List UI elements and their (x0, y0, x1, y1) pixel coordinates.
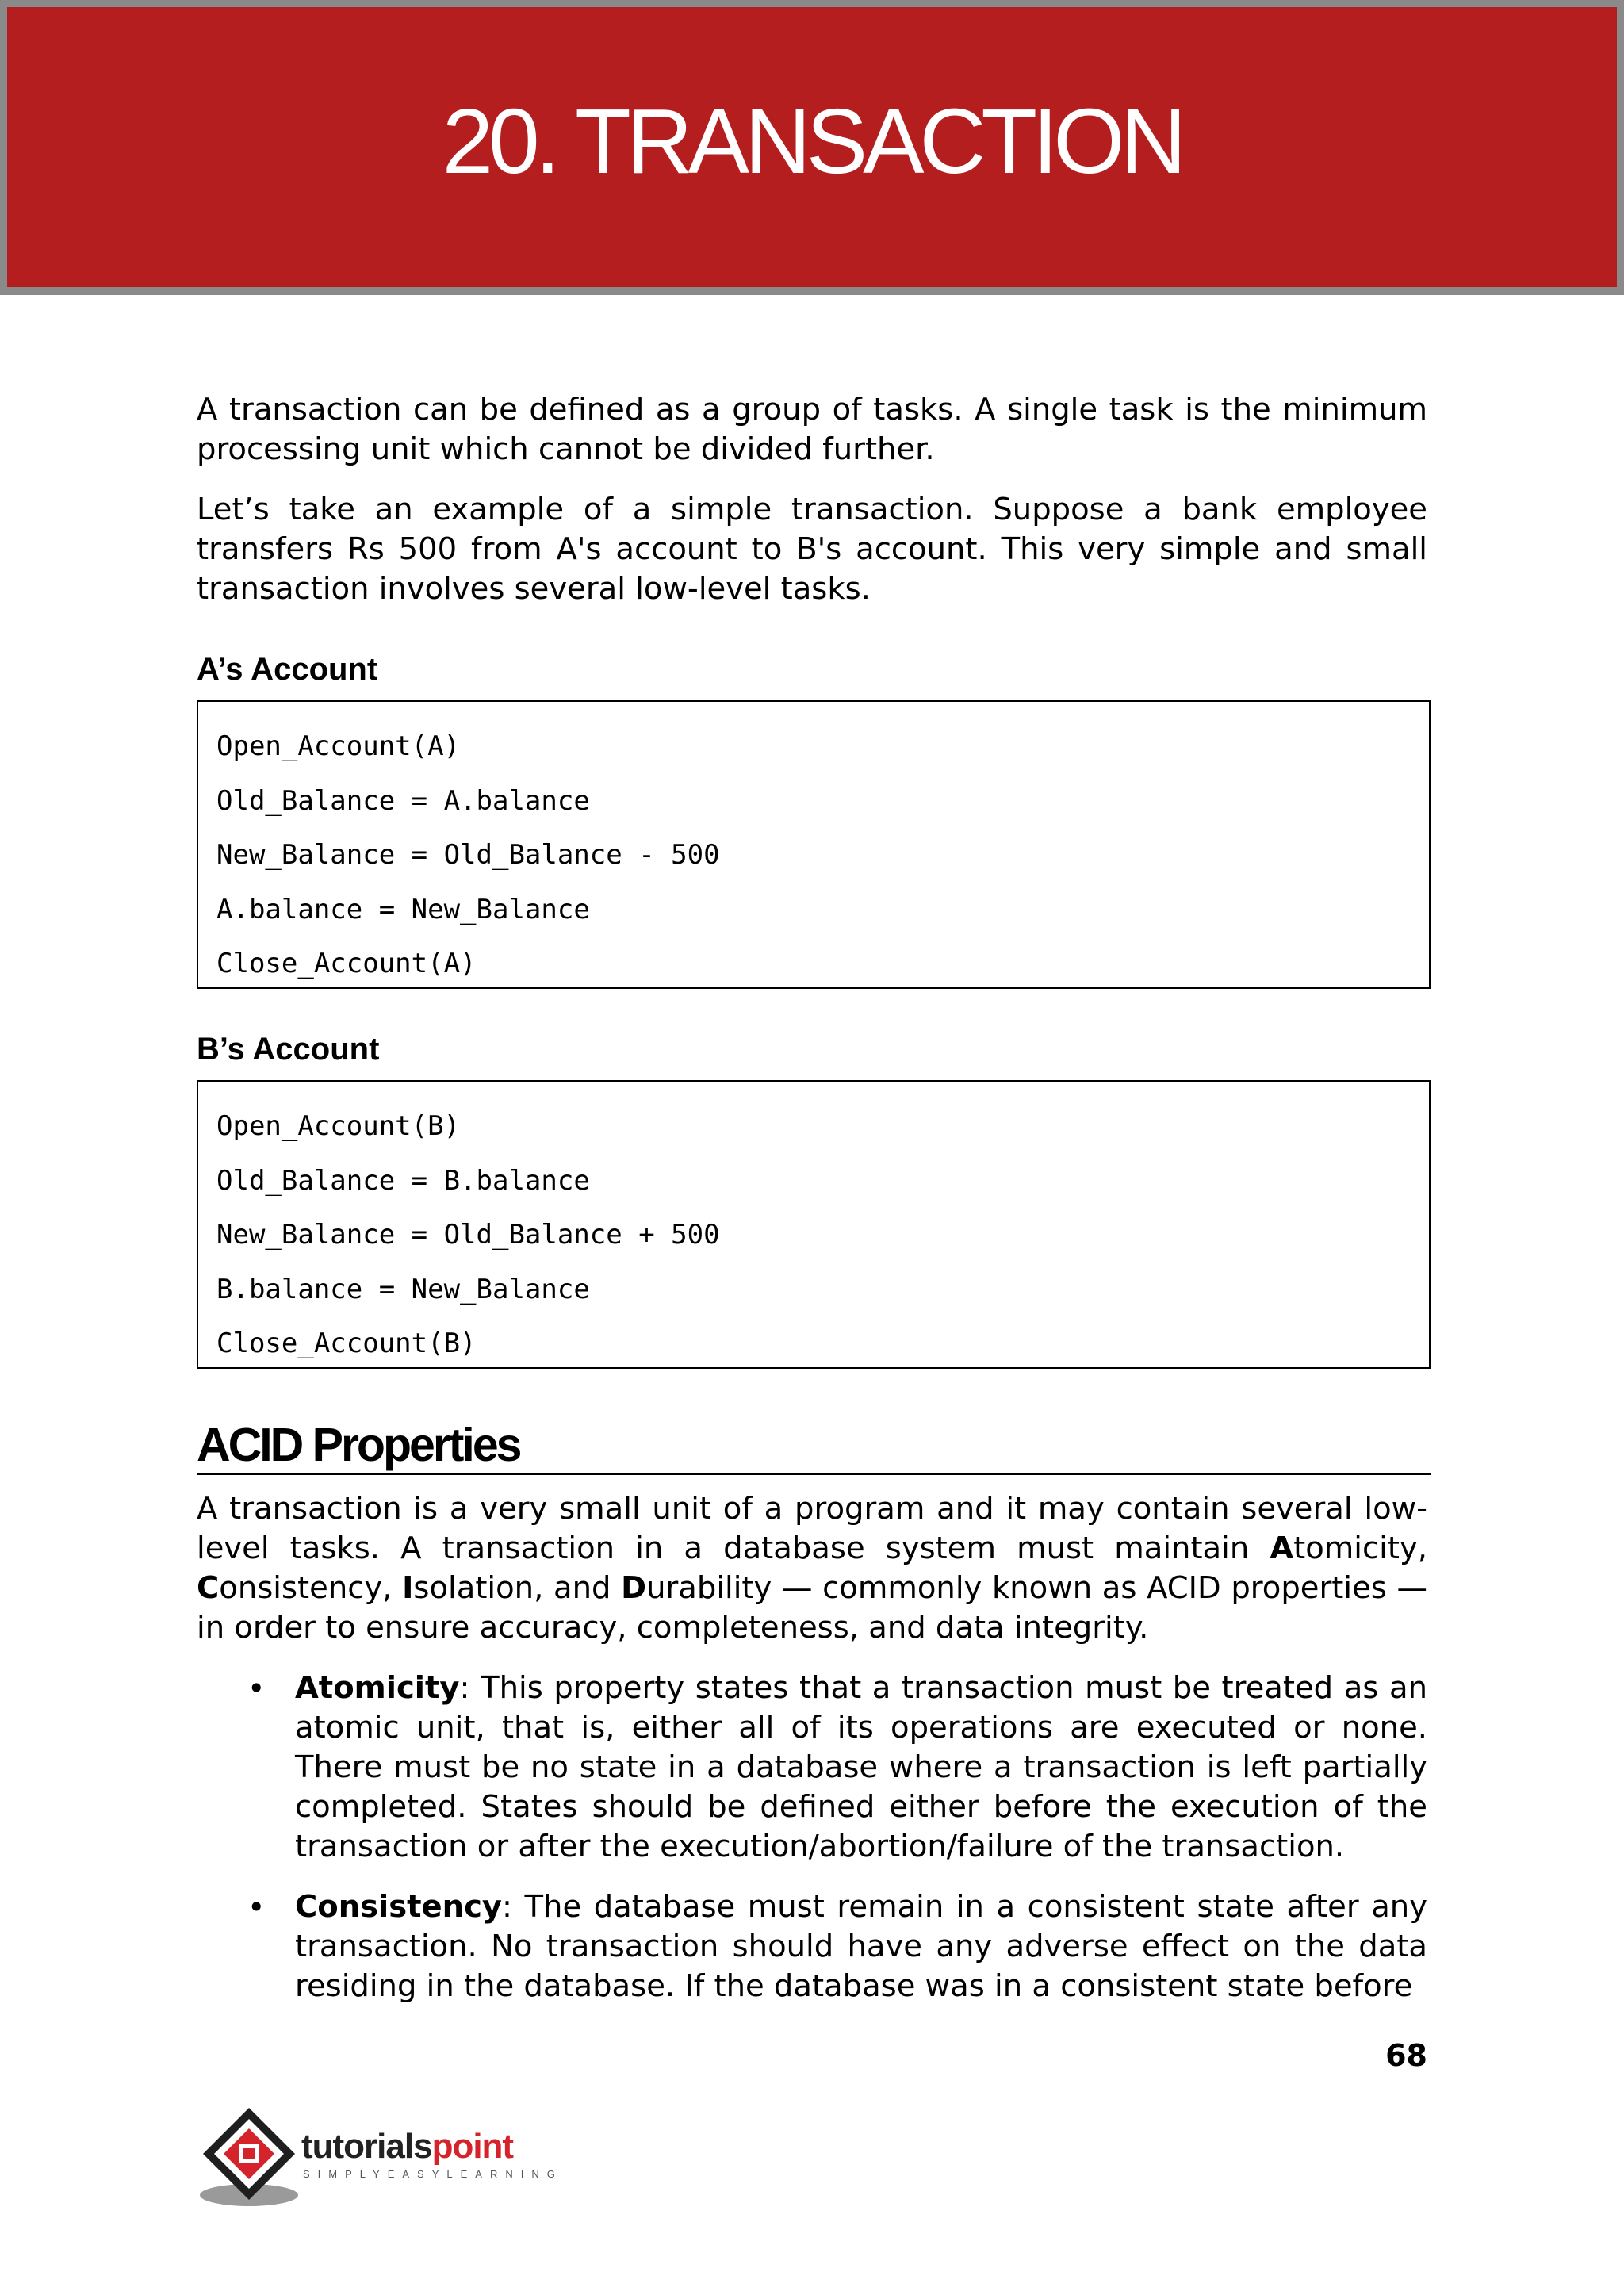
acid-word-d: urability — commonly known as ACID properties — in order to ensure accuracy, completeness, and data integrity. (197, 1570, 1427, 1646)
account-b-heading: B’s Account (197, 1032, 380, 1067)
logo-diamond-icon (195, 2102, 306, 2213)
code-line: New_Balance = Old_Balance + 500 (216, 1219, 720, 1251)
code-line: Close_Account(B) (216, 1328, 477, 1359)
intro-paragraph-1: A transaction can be defined as a group of tasks. A single task is the minimum processing unit which cannot be divided further. (197, 392, 1427, 467)
tutorialspoint-logo (195, 2102, 568, 2213)
logo-word-2: point (431, 2127, 514, 2166)
code-line: Open_Account(B) (216, 1110, 461, 1142)
property-term: Atomicity (295, 1670, 460, 1706)
code-line: Close_Account(A) (216, 948, 477, 979)
list-item-text (295, 1669, 1427, 1867)
acid-letter-d: D (621, 1570, 647, 1606)
code-line: B.balance = New_Balance (216, 1273, 590, 1305)
code-line: New_Balance = Old_Balance - 500 (216, 839, 720, 871)
intro-paragraph-2: Let’s take an example of a simple transaction. Suppose a bank employee transfers Rs 500 from A's account to B's account. This very simple and small transaction involves several low-level tasks. (197, 492, 1427, 607)
logo-tagline: SIMPLYEASYLEARNING (303, 2168, 563, 2180)
account-a-heading: A’s Account (197, 652, 378, 687)
chapter-banner-fill (7, 7, 1617, 287)
property-term: Consistency (295, 1889, 502, 1925)
list-item (197, 1669, 1427, 1867)
code-line: A.balance = New_Balance (216, 893, 590, 925)
chapter-title: 20. TRANSACTION (442, 89, 1182, 193)
acid-intro-paragraph (197, 1489, 1427, 1648)
page-number: 68 (1385, 2038, 1427, 2073)
account-a-code-block (197, 700, 1431, 989)
bullet-icon: • (247, 1671, 266, 1706)
acid-word-a: tomicity, (1293, 1531, 1427, 1566)
list-item-text (295, 1887, 1427, 2006)
page-content (197, 390, 1427, 2006)
logo-word-1: tutorials (301, 2127, 432, 2166)
property-description: : This property states that a transaction must be treated as an atomic unit, that is, either all of its operations are executed or none. There must be no state in a database where a transaction is left partially completed. States should be defined either before the execution of the transaction or after the execution/abortion/failure of the transaction. (295, 1670, 1427, 1864)
account-b-code-block (197, 1080, 1431, 1369)
acid-letter-c: C (197, 1570, 220, 1606)
acid-word-c: onsistency, (219, 1570, 403, 1606)
acid-letter-a: A (1270, 1531, 1294, 1566)
acid-section-title: ACID Properties (197, 1418, 1431, 1475)
acid-property-list (197, 1669, 1427, 2006)
acid-word-i: solation, and (413, 1570, 622, 1606)
code-line: Open_Account(A) (216, 730, 461, 762)
code-line: Old_Balance = A.balance (216, 784, 590, 817)
acid-letter-i: I (402, 1570, 414, 1606)
logo-wordmark (301, 2127, 513, 2167)
bullet-icon: • (247, 1890, 266, 1925)
property-description: : The database must remain in a consistent state after any transaction. No transaction should have any adverse effect on the data residing in the database. If the database was in a consistent state before (295, 1889, 1427, 2004)
list-item (197, 1887, 1427, 2006)
chapter-banner (0, 0, 1624, 295)
code-line: Old_Balance = B.balance (216, 1164, 590, 1197)
acid-intro-text: A transaction is a very small unit of a program and it may contain several low-level tasks. A transaction in a database system must maintain (197, 1491, 1427, 1566)
